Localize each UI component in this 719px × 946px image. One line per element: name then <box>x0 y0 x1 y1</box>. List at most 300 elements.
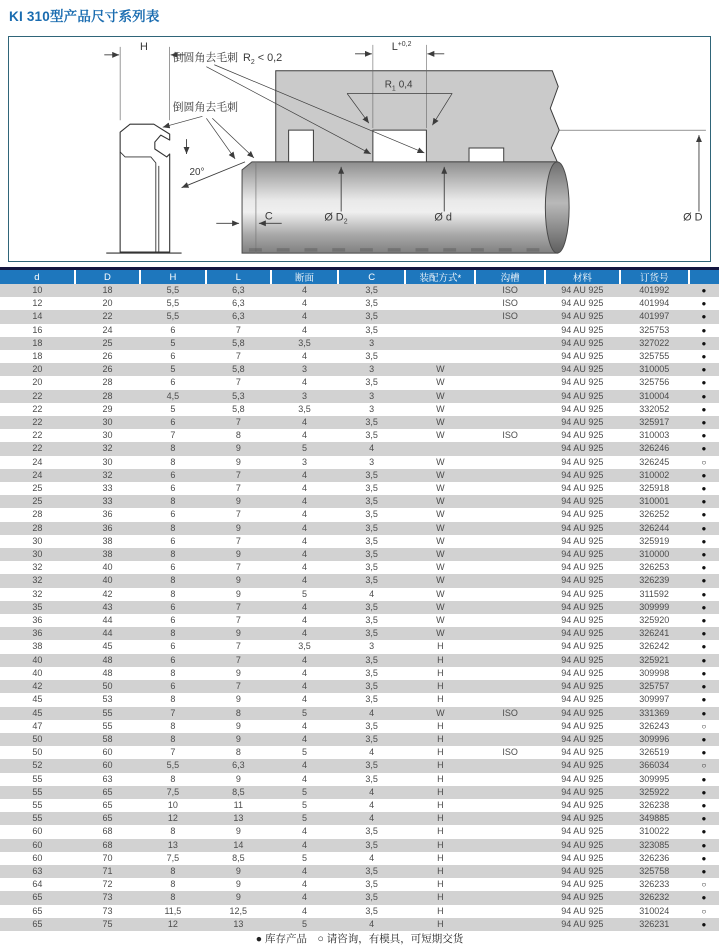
cell <box>475 482 545 495</box>
cell: 3,5 <box>365 311 378 322</box>
cell: 9 <box>235 549 241 560</box>
cell: 33 <box>102 483 113 494</box>
cell: 4 <box>301 654 307 665</box>
table-row <box>0 284 719 297</box>
cell <box>405 337 475 350</box>
cell: 63 <box>102 773 113 784</box>
cell: 94 AU 925 <box>561 403 604 414</box>
cell: 6,3 <box>232 311 245 322</box>
cell <box>475 786 545 799</box>
cell: 94 AU 925 <box>561 905 604 916</box>
cell: 60 <box>32 852 43 863</box>
cell: 5 <box>170 364 176 375</box>
table-row <box>0 786 719 799</box>
cell: 20 <box>32 377 43 388</box>
cell: 20 <box>32 364 43 375</box>
table-row <box>0 561 719 574</box>
cell <box>475 548 545 561</box>
cell: 72 <box>102 879 113 890</box>
table-row <box>0 640 719 653</box>
cell: 4 <box>369 786 375 797</box>
cell: 6 <box>170 351 176 362</box>
cell: 3,5 <box>365 694 378 705</box>
rod-end-cap <box>545 162 569 253</box>
cell: H <box>437 733 444 744</box>
cell: 4 <box>301 535 307 546</box>
table-row <box>0 799 719 812</box>
cell: 8 <box>170 443 176 454</box>
cell: 48 <box>102 667 113 678</box>
cell: 310024 <box>639 905 670 916</box>
cell: 9 <box>235 588 241 599</box>
c-dimension-label: C <box>264 210 273 223</box>
cell: 310005 <box>639 364 670 375</box>
cell: 7 <box>170 747 176 758</box>
cell: 3,5 <box>298 641 311 652</box>
dia-d-label: Ø d <box>434 211 452 224</box>
cell: 326246 <box>639 443 670 454</box>
table-row <box>0 324 719 337</box>
cell: 325757 <box>639 681 670 692</box>
cell: 4 <box>301 311 307 322</box>
cell: 45 <box>32 694 43 705</box>
cell: 5 <box>301 747 307 758</box>
cell: 28 <box>102 390 113 401</box>
cell: 326252 <box>639 509 670 520</box>
cell: 4 <box>301 351 307 362</box>
cell: 3,5 <box>365 760 378 771</box>
cell: H <box>437 773 444 784</box>
cell: 13 <box>233 813 244 824</box>
cell: W <box>436 509 445 520</box>
cell: 28 <box>32 509 43 520</box>
cell: H <box>437 641 444 652</box>
cell: 20 <box>102 298 113 309</box>
table-row <box>0 297 719 310</box>
table-row <box>0 522 719 535</box>
cell: 45 <box>32 707 43 718</box>
availability-dot: ● <box>701 338 707 348</box>
cell: 325921 <box>639 654 670 665</box>
cell <box>475 376 545 389</box>
table-row <box>0 825 719 838</box>
cell: 3,5 <box>365 575 378 586</box>
cell: 7 <box>235 601 241 612</box>
cell: 94 AU 925 <box>561 364 604 375</box>
cell: 3,5 <box>298 337 311 348</box>
cell: 94 AU 925 <box>561 918 604 929</box>
cell: 65 <box>102 813 113 824</box>
cell: 6 <box>170 615 176 626</box>
cell: H <box>437 813 444 824</box>
cell: 326239 <box>639 575 670 586</box>
availability-dot: ● <box>701 800 707 810</box>
cell: 94 AU 925 <box>561 588 604 599</box>
cell: 52 <box>32 760 43 771</box>
cell: 4 <box>301 892 307 903</box>
cell: 16 <box>32 324 43 335</box>
cell: 4 <box>301 509 307 520</box>
cell: 94 AU 925 <box>561 707 604 718</box>
cell: 94 AU 925 <box>561 667 604 678</box>
cell: 326238 <box>639 799 670 810</box>
cell: 28 <box>32 522 43 533</box>
cell: W <box>436 601 445 612</box>
cell: 9 <box>235 667 241 678</box>
cell: 4 <box>301 826 307 837</box>
size-table-wrap <box>0 267 719 931</box>
cell <box>475 350 545 363</box>
cell: 8 <box>170 456 176 467</box>
table-row <box>0 918 719 931</box>
availability-dot: ● <box>701 616 707 626</box>
cell: 8 <box>170 694 176 705</box>
cell: W <box>436 575 445 586</box>
cell: 3,5 <box>365 865 378 876</box>
cell <box>475 601 545 614</box>
cell: 65 <box>32 905 43 916</box>
cell: 94 AU 925 <box>561 377 604 388</box>
availability-dot: ● <box>701 470 707 480</box>
cell: 40 <box>102 575 113 586</box>
cell: 4 <box>301 667 307 678</box>
availability-dot: ● <box>701 563 707 573</box>
cell: 325758 <box>639 865 670 876</box>
cell <box>475 456 545 469</box>
cell: 4 <box>301 549 307 560</box>
cell: 8 <box>170 588 176 599</box>
cell: 12 <box>167 918 178 929</box>
cell: 4 <box>301 469 307 480</box>
availability-dot: ○ <box>701 880 707 890</box>
cell: 4 <box>369 707 375 718</box>
cell: 4 <box>369 588 375 599</box>
cell: 44 <box>102 628 113 639</box>
cell: ISO <box>502 298 518 309</box>
cell: 3,5 <box>365 892 378 903</box>
cell: 55 <box>32 773 43 784</box>
cell: 36 <box>32 628 43 639</box>
cell: H <box>437 852 444 863</box>
cell: 3,5 <box>365 535 378 546</box>
cell: W <box>436 377 445 388</box>
column-header-3: L <box>206 270 271 284</box>
cell: 3,5 <box>365 826 378 837</box>
cell: 4 <box>301 575 307 586</box>
cell: 9 <box>235 456 241 467</box>
cell <box>405 442 475 455</box>
cell: 12,5 <box>229 905 248 916</box>
cell: W <box>436 562 445 573</box>
cell: 3,5 <box>365 298 378 309</box>
cell: 4 <box>369 443 375 454</box>
cell: 3 <box>369 456 375 467</box>
cell: 310004 <box>639 390 670 401</box>
cell: 40 <box>102 562 113 573</box>
cell: 5 <box>301 786 307 797</box>
cell: 30 <box>102 430 113 441</box>
cell: 36 <box>102 522 113 533</box>
cell <box>475 905 545 918</box>
cell: 30 <box>102 417 113 428</box>
cell <box>475 680 545 693</box>
cell: 401992 <box>639 285 670 295</box>
cell: H <box>437 905 444 916</box>
cell <box>475 865 545 878</box>
cell: 70 <box>102 852 113 863</box>
cell: 94 AU 925 <box>561 351 604 362</box>
table-row <box>0 773 719 786</box>
cell: 94 AU 925 <box>561 852 604 863</box>
cell: W <box>436 549 445 560</box>
cell: 9 <box>235 694 241 705</box>
cell <box>475 522 545 535</box>
cell: 4 <box>301 601 307 612</box>
cell: 5 <box>301 588 307 599</box>
cell: 5 <box>170 403 176 414</box>
cell: 94 AU 925 <box>561 496 604 507</box>
cell: 4 <box>301 377 307 388</box>
cell: 11,5 <box>164 905 182 916</box>
cell: W <box>436 469 445 480</box>
cell: 60 <box>32 826 43 837</box>
availability-dot: ● <box>701 550 707 560</box>
deburr-leader-3 <box>212 118 254 158</box>
cell: 53 <box>102 694 113 705</box>
cell: 325922 <box>639 786 670 797</box>
table-row <box>0 574 719 587</box>
cell: 6 <box>170 469 176 480</box>
cell: 30 <box>32 549 43 560</box>
table-row <box>0 469 719 482</box>
cell: 24 <box>102 324 113 335</box>
cell: 8 <box>170 667 176 678</box>
cell <box>475 720 545 733</box>
cell: 311592 <box>639 588 669 599</box>
cell: 94 AU 925 <box>561 337 604 348</box>
availability-dot: ● <box>701 827 707 837</box>
availability-dot: ● <box>701 286 707 295</box>
cell: 8 <box>170 826 176 837</box>
table-row <box>0 588 719 601</box>
cell: 12 <box>32 298 43 309</box>
cell: W <box>436 522 445 533</box>
cell: 6 <box>170 641 176 652</box>
cell: 22 <box>102 311 113 322</box>
cell: 4 <box>301 733 307 744</box>
cell <box>475 918 545 931</box>
availability-dot: ● <box>701 418 707 428</box>
cell: 65 <box>32 918 43 929</box>
cell: 4 <box>301 879 307 890</box>
cell: H <box>437 839 444 850</box>
cell <box>475 654 545 667</box>
cell: 60 <box>32 839 43 850</box>
cell: 310022 <box>639 826 670 837</box>
cell <box>475 337 545 350</box>
cell: 3,5 <box>365 667 378 678</box>
table-row <box>0 720 719 733</box>
table-row <box>0 759 719 772</box>
cell: 401997 <box>639 311 670 322</box>
cell: W <box>436 430 445 441</box>
cell: 326236 <box>639 852 670 863</box>
housing-cross-section <box>276 71 559 162</box>
availability-dot: ● <box>701 431 707 441</box>
cell: 45 <box>102 641 113 652</box>
cell: 65 <box>32 892 43 903</box>
cell <box>475 839 545 852</box>
table-row <box>0 680 719 693</box>
cell: 6,3 <box>232 298 245 309</box>
cell: 8 <box>170 522 176 533</box>
cell: 8 <box>170 773 176 784</box>
cell: 94 AU 925 <box>561 443 604 454</box>
cell: 3,5 <box>365 905 378 916</box>
cell: 3,5 <box>365 601 378 612</box>
cell: 12 <box>167 813 178 824</box>
cell: 7 <box>235 509 241 520</box>
cell: 5 <box>301 918 307 929</box>
cell: 94 AU 925 <box>561 879 604 890</box>
cell: 5,5 <box>166 760 180 771</box>
deburr-label: 倒圆角去毛刺 <box>172 101 239 114</box>
cell: 7 <box>235 654 241 665</box>
availability-dot: ○ <box>701 906 707 916</box>
cell: 94 AU 925 <box>561 892 604 903</box>
cell: 55 <box>32 799 43 810</box>
cell: 22 <box>32 443 43 454</box>
cell: 309999 <box>639 601 670 612</box>
cell: 30 <box>32 535 43 546</box>
cell: 18 <box>32 351 43 362</box>
cell: 310002 <box>639 469 670 480</box>
cell: 9 <box>235 522 241 533</box>
table-row <box>0 614 719 627</box>
cell: 38 <box>102 549 113 560</box>
cell: 8 <box>170 549 176 560</box>
cell: 14 <box>233 839 244 850</box>
cell: 22 <box>32 430 43 441</box>
table-row <box>0 482 719 495</box>
availability-dot: ● <box>701 668 707 678</box>
cell: 50 <box>102 681 113 692</box>
cell: 94 AU 925 <box>561 601 604 612</box>
cell: 94 AU 925 <box>561 681 604 692</box>
availability-dot: ● <box>701 695 707 705</box>
cell: 18 <box>32 337 43 348</box>
cell: ISO <box>502 747 518 758</box>
cell: 7,5 <box>166 786 180 797</box>
availability-dot: ● <box>701 576 707 586</box>
cell: 7 <box>235 562 241 573</box>
footer-legend: ● 库存产品 ○ 请咨询，有模具，可短期交货 <box>255 933 464 945</box>
cell: 60 <box>102 760 113 771</box>
page-title: KI 310型产品尺寸系列表 <box>9 9 160 24</box>
cell: 9 <box>235 826 241 837</box>
cell: 325920 <box>639 615 670 626</box>
cell: 325755 <box>639 351 670 362</box>
cell: 8 <box>170 865 176 876</box>
cell: 6,3 <box>232 285 245 295</box>
cell: 7 <box>235 483 241 494</box>
cell: 30 <box>102 456 113 467</box>
cell: 13 <box>233 918 244 929</box>
cell: 48 <box>102 654 113 665</box>
cell: 94 AU 925 <box>561 311 604 322</box>
table-row <box>0 390 719 403</box>
cell <box>475 812 545 825</box>
cell: 3 <box>369 403 375 414</box>
cell: 8,5 <box>232 786 245 797</box>
table-row <box>0 627 719 640</box>
cell: 8 <box>170 628 176 639</box>
cell: 26 <box>102 351 113 362</box>
cell: 326245 <box>639 456 670 467</box>
cell: 4 <box>301 430 307 441</box>
cell <box>475 627 545 640</box>
cell <box>475 390 545 403</box>
cell: W <box>436 364 445 375</box>
cell: 58 <box>102 733 113 744</box>
cell: 68 <box>102 839 113 850</box>
table-row <box>0 905 719 918</box>
availability-dot: ● <box>701 787 707 797</box>
cell: 6 <box>170 654 176 665</box>
cell: 4 <box>301 865 307 876</box>
cell: 6 <box>170 509 176 520</box>
deburr-r2-label: 倒圆角去毛刺 $R_2 < 0,2$ <box>172 51 283 66</box>
cell: W <box>436 417 445 428</box>
cell: 309995 <box>639 773 670 784</box>
availability-dot: ● <box>701 391 707 401</box>
column-header-1: D <box>75 270 140 284</box>
cell: 5,8 <box>232 364 245 375</box>
availability-dot: ● <box>701 919 707 929</box>
cell: 4 <box>301 522 307 533</box>
cell: 3,5 <box>365 615 378 626</box>
column-header-6: 装配方式* <box>405 270 475 284</box>
cell <box>475 495 545 508</box>
availability-dot: ● <box>701 536 707 546</box>
column-header-7: 沟槽 <box>475 270 545 284</box>
availability-dot: ● <box>701 325 707 335</box>
angle-label: 20° <box>189 166 205 178</box>
table-row <box>0 376 719 389</box>
cell: 22 <box>32 417 43 428</box>
cell: 24 <box>32 456 43 467</box>
cell: 7 <box>235 641 241 652</box>
column-header-2: H <box>140 270 205 284</box>
cell: 310003 <box>639 430 670 441</box>
cell: 22 <box>32 403 43 414</box>
cell: 310001 <box>639 496 670 507</box>
availability-dot: ● <box>701 655 707 665</box>
cell: 9 <box>235 733 241 744</box>
cell: 332052 <box>639 403 670 414</box>
table-row <box>0 310 719 323</box>
cell <box>475 733 545 746</box>
cell: 94 AU 925 <box>561 839 604 850</box>
cell: W <box>436 456 445 467</box>
cell: 94 AU 925 <box>561 865 604 876</box>
availability-dot: ● <box>701 510 707 520</box>
cell: H <box>437 892 444 903</box>
cell: 50 <box>32 733 43 744</box>
cell: 9 <box>235 496 241 507</box>
cell: ISO <box>502 311 518 322</box>
cell <box>475 535 545 548</box>
